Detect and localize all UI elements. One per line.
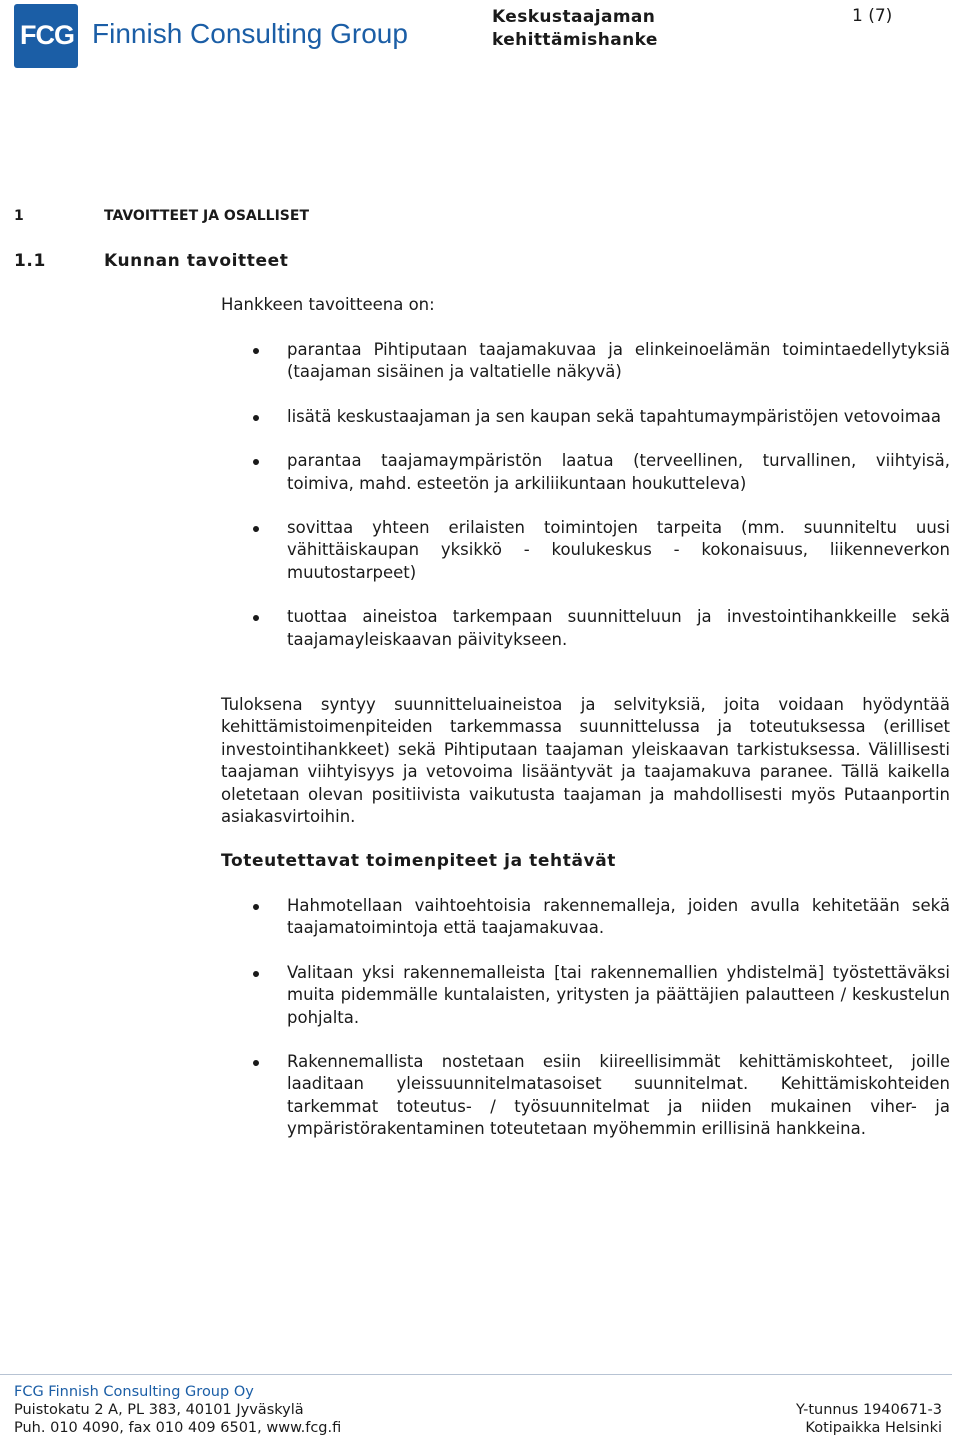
goal-text: sovittaa yhteen erilaisten toimintojen tarpeita (mm. suunniteltu uusi vähittäiskaupan yksikkö - koulukeskus - kokonaisuus, liikenneverkon muutostarpeet) <box>287 518 950 582</box>
measure-item <box>221 962 950 1029</box>
bullet-icon <box>253 904 259 910</box>
bullet-icon <box>253 1060 259 1066</box>
bullet-icon <box>253 971 259 977</box>
document-title-line-2: kehittämishanke <box>492 30 658 50</box>
measure-item <box>221 895 950 940</box>
goal-text: parantaa Pihtiputaan taajamakuvaa ja elinkeinoelämän toimintaedellytyksiä (taajaman sisäinen ja valtatielle näkyvä) <box>287 340 950 382</box>
footer-domicile: Kotipaikka Helsinki <box>805 1420 942 1436</box>
document-title <box>492 6 658 52</box>
logo-abbrev: FCG <box>20 20 74 50</box>
subsection-number: 1.1 <box>14 251 46 271</box>
logo-name: Finnish Consulting Group <box>92 18 408 49</box>
section-title: TAVOITTEET JA OSALLISET <box>104 208 310 224</box>
measure-text: Rakennemallista nostetaan esiin kiireellisimmät kehittämiskohteet, joille laaditaan yleissuunnitelmatasoiset suunnitelmat. Kehittämiskohteiden tarkemmat toteutus- / työsuunnitelmat ja niiden mukainen viher- ja ympäristörakentaminen toteutetaan myöhemmin erillisinä hankkeina. <box>287 1052 950 1139</box>
footer-company: FCG Finnish Consulting Group Oy <box>14 1384 254 1400</box>
measure-item <box>221 1051 950 1141</box>
intro-text: Hankkeen tavoitteena on: <box>221 295 435 314</box>
bullet-icon <box>253 348 259 354</box>
goal-item <box>221 517 950 584</box>
goal-item <box>221 606 950 651</box>
bullet-icon <box>253 415 259 421</box>
goal-item <box>221 450 950 495</box>
footer-business-id: Y-tunnus 1940671-3 <box>795 1402 942 1418</box>
goal-text: lisätä keskustaajaman ja sen kaupan sekä tapahtumaympäristöjen vetovoimaa <box>287 406 942 426</box>
goal-item <box>221 406 950 428</box>
bullet-icon <box>253 459 259 465</box>
bullet-icon <box>253 615 259 621</box>
goal-text: parantaa taajamaympäristön laatua (terveellinen, turvallinen, viihtyisä, toimiva, mahd. esteetön ja arkiliikuntaan houkutteleva) <box>287 451 950 493</box>
footer-row <box>14 1401 942 1419</box>
footer-divider <box>0 1374 952 1375</box>
page-number: 1 (7) <box>852 6 893 26</box>
result-paragraph: Tuloksena syntyy suunnitteluaineistoa ja selvityksiä, joita voidaan hyödyntää kehittämistoimenpiteiden tarkemmassa suunnittelussa ja toteutuksessa (erilliset investointihankkeet) sekä Pihtiputaan taajaman yleiskaavan tarkistuksessa. Välillisesti taajaman viihtyisyys ja vetovoima lisääntyvät ja taajamakuva paranee. Tällä kaikella oletetaan olevan positiivista vaikutusta taajaman ja mahdollisesti myös Putaanportin asiakasvirtoihin. <box>221 695 950 827</box>
footer-row <box>14 1419 942 1437</box>
company-logo <box>14 4 408 68</box>
goals-list <box>221 339 950 673</box>
document-title-line-1: Keskustaajaman <box>492 7 656 27</box>
section-number: 1 <box>14 208 24 224</box>
goal-item <box>221 339 950 384</box>
goal-text: tuottaa aineistoa tarkempaan suunnitteluun ja investointihankkeille sekä taajamayleiskaavan päivitykseen. <box>287 607 950 649</box>
subsection-title: Kunnan tavoitteet <box>104 251 289 271</box>
footer-address: Puistokatu 2 A, PL 383, 40101 Jyväskylä <box>14 1402 304 1418</box>
bullet-icon <box>253 526 259 532</box>
footer-contact: Puh. 010 4090, fax 010 409 6501, www.fcg.fi <box>14 1420 342 1436</box>
logo-badge <box>14 4 78 68</box>
footer <box>14 1383 942 1437</box>
measure-text: Valitaan yksi rakennemalleista [tai rakennemallien yhdistelmä] työstettäväksi muita pidemmälle kuntalaisten, yritysten ja päättäjien palautteen / keskustelun pohjalta. <box>287 962 950 1027</box>
measure-text: Hahmotellaan vaihtoehtoisia rakennemalleja, joiden avulla kehitetään sekä taajamatoimintoja että taajamakuvaa. <box>287 896 950 938</box>
measures-heading: Toteutettavat toimenpiteet ja tehtävät <box>221 851 617 871</box>
measures-list <box>221 895 950 1163</box>
